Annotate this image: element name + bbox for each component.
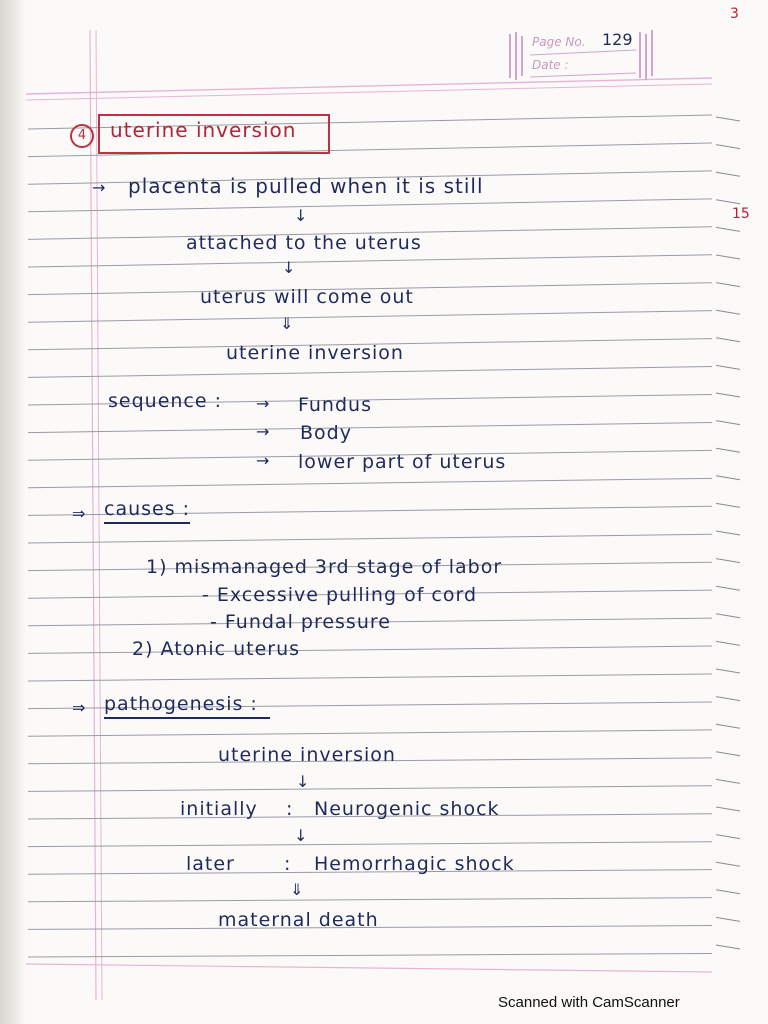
arrow-right-icon: →	[256, 422, 270, 441]
pathogenesis-initially-label: initially	[180, 798, 258, 820]
margin-tick	[716, 697, 740, 701]
ruled-line	[28, 954, 712, 958]
margin-tick	[716, 283, 740, 287]
cause-sub-2: - Fundal pressure	[210, 611, 391, 633]
implies-arrow-icon: ⇒	[72, 504, 86, 523]
margin-tick	[716, 145, 740, 149]
margin-tick	[716, 807, 740, 811]
margin-tick	[716, 531, 740, 535]
margin-mark-top: 3	[730, 6, 739, 22]
margin-tick	[716, 393, 740, 397]
margin-tick	[716, 172, 740, 176]
pathogenesis-line-4: maternal death	[218, 909, 379, 931]
pathogenesis-colon: :	[286, 798, 294, 820]
page-no-value: 129	[602, 30, 633, 49]
pathogenesis-line-1: uterine inversion	[218, 744, 396, 766]
cause-sub-1: - Excessive pulling of cord	[202, 584, 478, 606]
margin-tick	[716, 669, 740, 673]
margin-tick	[716, 476, 740, 480]
margin-tick	[716, 338, 740, 342]
implies-arrow-icon: ⇒	[72, 698, 86, 717]
margin-tick	[716, 890, 740, 894]
margin-tick	[716, 200, 740, 204]
ruled-line	[28, 367, 712, 378]
margin-tick	[716, 945, 740, 949]
arrow-down-icon: ↓	[296, 772, 310, 791]
arrow-down-icon: ↓	[294, 826, 308, 845]
sequence-item: Body	[300, 422, 352, 444]
arrow-right-icon: →	[256, 394, 270, 413]
margin-tick	[716, 641, 740, 645]
date-label: Date :	[532, 58, 569, 72]
ruled-line	[28, 674, 712, 681]
margin-tick	[716, 586, 740, 590]
causes-underline	[104, 522, 190, 524]
ruled-line	[28, 646, 712, 653]
causes-heading: causes :	[104, 498, 191, 520]
arrow-right-icon: →	[256, 451, 270, 470]
margin-tick	[716, 559, 740, 563]
ruled-line	[28, 842, 712, 847]
margin-tick	[716, 227, 740, 231]
flow-line-4: uterine inversion	[226, 342, 404, 364]
arrow-down-icon: ↓	[282, 258, 296, 277]
title-number-circle: 4	[70, 124, 94, 148]
margin-tick	[716, 310, 740, 314]
margin-tick	[716, 862, 740, 866]
margin-tick	[716, 448, 740, 452]
ruled-line	[28, 786, 712, 792]
double-arrow-down-icon: ⇓	[280, 314, 294, 333]
pathogenesis-later-value: Hemorrhagic shock	[314, 853, 515, 875]
sequence-item: Fundus	[298, 394, 372, 416]
ruled-line	[28, 478, 712, 487]
cause-item-2: 2) Atonic uterus	[132, 638, 301, 660]
cause-item-1: 1) mismanaged 3rd stage of labor	[146, 556, 503, 578]
page-title: uterine inversion	[110, 118, 297, 142]
margin-tick	[716, 724, 740, 728]
page-number-box	[506, 28, 656, 84]
margin-tick	[716, 614, 740, 618]
arrow-down-icon: ↓	[294, 206, 308, 225]
ruled-line	[28, 311, 712, 323]
margin-tick	[716, 917, 740, 921]
margin-tick	[716, 421, 740, 425]
margin-tick	[716, 835, 740, 839]
flow-line-2: attached to the uterus	[186, 232, 422, 254]
pathogenesis-underline	[104, 717, 270, 719]
margin-mark-side: 15	[732, 206, 750, 222]
margin-tick	[716, 365, 740, 369]
pathogenesis-heading: pathogenesis :	[104, 693, 258, 715]
scanner-watermark: Scanned with CamScanner	[498, 994, 680, 1011]
double-arrow-down-icon: ⇓	[290, 880, 304, 899]
pathogenesis-later-label: later	[186, 853, 235, 875]
sequence-item: lower part of uterus	[298, 451, 507, 473]
sequence-label: sequence :	[108, 390, 222, 412]
page-no-label: Page No.	[532, 35, 586, 49]
arrow-right-icon: →	[92, 178, 106, 197]
ruled-line	[28, 730, 712, 736]
ruled-line	[28, 898, 712, 902]
pathogenesis-initially-value: Neurogenic shock	[314, 798, 500, 820]
pathogenesis-colon: :	[284, 853, 292, 875]
margin-tick	[716, 255, 740, 259]
ruled-line	[28, 255, 712, 267]
margin-tick	[716, 503, 740, 507]
flow-line-3: uterus will come out	[200, 286, 414, 308]
ruled-line	[28, 534, 712, 543]
flow-line-1: placenta is pulled when it is still	[128, 174, 484, 198]
margin-tick	[716, 752, 740, 756]
ruled-line	[28, 199, 712, 212]
margin-tick	[716, 117, 740, 121]
margin-tick	[716, 779, 740, 783]
ruled-line	[28, 422, 712, 432]
